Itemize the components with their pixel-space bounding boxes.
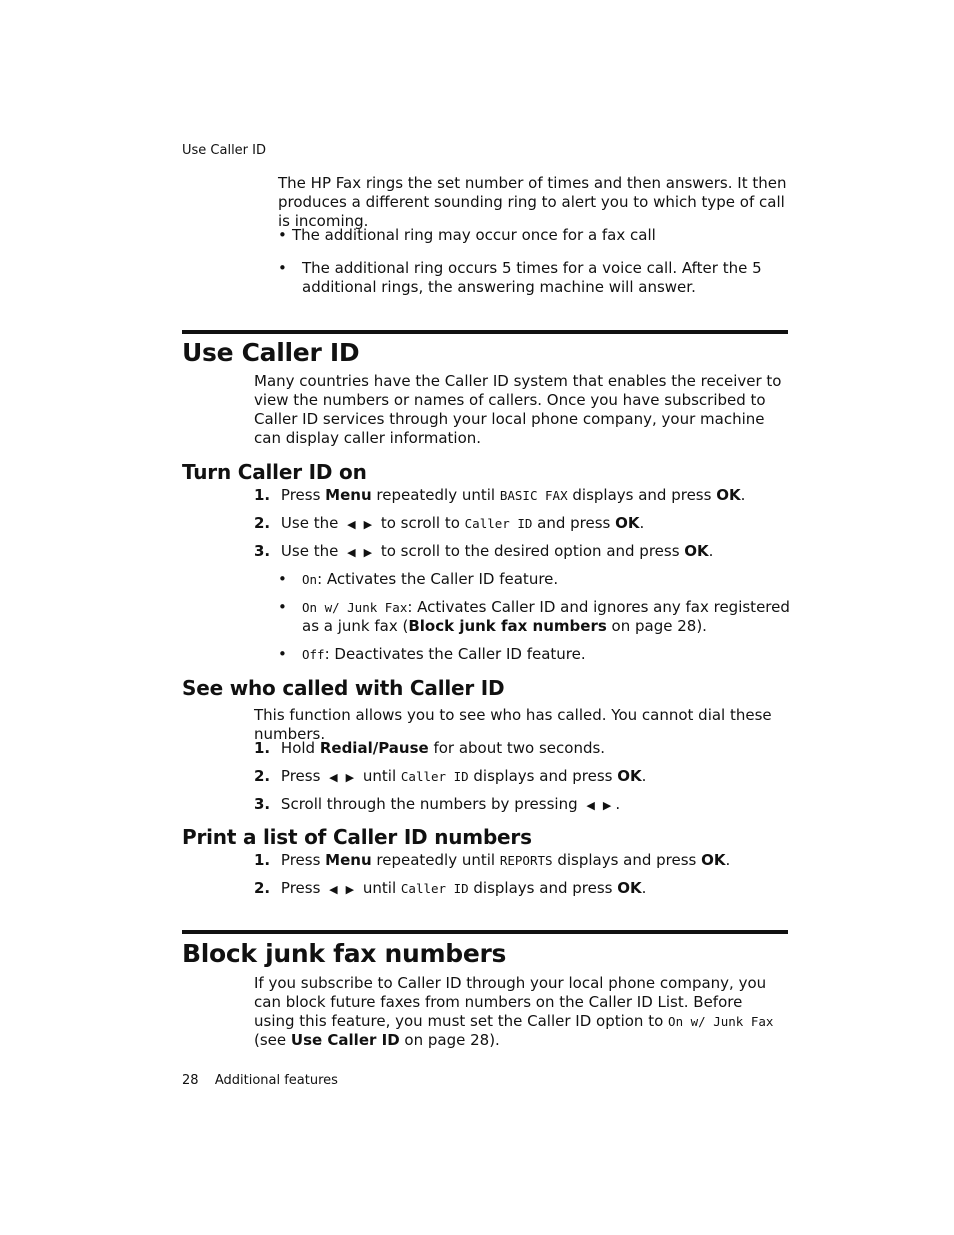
- see-who-step-3: 3. Scroll through the numbers by pressing ◀ ▶ .: [254, 795, 621, 813]
- subsection-title-print-list: Print a list of Caller ID numbers: [182, 825, 532, 849]
- intro-bullet-1: • The additional ring may occur once for a fax call: [278, 226, 656, 244]
- intro-paragraph: The HP Fax rings the set number of times and then answers. It then produces a different sounding ring to alert you to which type of call is incoming.: [278, 174, 787, 230]
- use-caller-id-paragraph: Many countries have the Caller ID system that enables the receiver to view the numbers or names of callers. Once you have subscribed to Caller ID services through your local phone company, your machine can display caller information.: [254, 372, 782, 447]
- left-triangle-icon: ◀: [347, 518, 356, 531]
- footer-section: Additional features: [214, 1073, 338, 1088]
- print-list-step-1: 1. Press Menu repeatedly until REPORTS displays and press OK.: [254, 851, 731, 869]
- right-triangle-icon: ▶: [345, 771, 355, 784]
- right-triangle-icon: ▶: [363, 546, 373, 559]
- turn-on-step-2: 2. Use the ◀ ▶ to scroll to Caller ID and press OK.: [254, 514, 645, 532]
- left-triangle-icon: ◀: [586, 799, 595, 812]
- section-title-block-junk: Block junk fax numbers: [182, 939, 507, 968]
- see-who-step-1: 1. Hold Redial/Pause for about two seconds.: [254, 739, 606, 757]
- see-who-paragraph: This function allows you to see who has called. You cannot dial these numbers.: [254, 706, 772, 743]
- right-triangle-icon: ▶: [345, 883, 355, 896]
- right-triangle-icon: ▶: [363, 518, 373, 531]
- left-triangle-icon: ◀: [347, 546, 356, 559]
- print-list-step-2: 2. Press ◀ ▶ until Caller ID displays and press OK.: [254, 879, 647, 897]
- block-junk-paragraph: If you subscribe to Caller ID through your local phone company, you can block future faxes from numbers on the Caller ID List. Before using this feature, you must set the Caller ID option to On w/ Junk Fax (see Use Caller ID on page 28).: [254, 974, 774, 1049]
- right-triangle-icon: ▶: [602, 799, 612, 812]
- turn-on-option-on: • On: Activates the Caller ID feature.: [278, 570, 559, 588]
- see-who-step-2: 2. Press ◀ ▶ until Caller ID displays and press OK.: [254, 767, 647, 785]
- turn-on-option-junk: • On w/ Junk Fax: Activates Caller ID and ignores any fax registered as a junk fax (Block junk fax numbers on page 28).: [278, 598, 790, 635]
- section-title-use-caller-id: Use Caller ID: [182, 338, 360, 367]
- turn-on-step-1: 1. Press Menu repeatedly until BASIC FAX displays and press OK.: [254, 486, 746, 504]
- running-head: Use Caller ID: [182, 143, 267, 158]
- turn-on-option-off: • Off: Deactivates the Caller ID feature.: [278, 645, 586, 663]
- page-footer: [182, 1073, 338, 1088]
- section-rule: [182, 330, 788, 334]
- intro-bullet-2: • The additional ring occurs 5 times for a voice call. After the 5 additional rings, the answering machine will answer.: [278, 259, 762, 296]
- turn-on-step-3: 3. Use the ◀ ▶ to scroll to the desired option and press OK.: [254, 542, 714, 560]
- subsection-title-see-who: See who called with Caller ID: [182, 676, 505, 700]
- page-number: 28: [182, 1073, 199, 1088]
- subsection-title-turn-on: Turn Caller ID on: [182, 460, 367, 484]
- section-rule: [182, 930, 788, 934]
- left-triangle-icon: ◀: [329, 771, 338, 784]
- left-triangle-icon: ◀: [329, 883, 338, 896]
